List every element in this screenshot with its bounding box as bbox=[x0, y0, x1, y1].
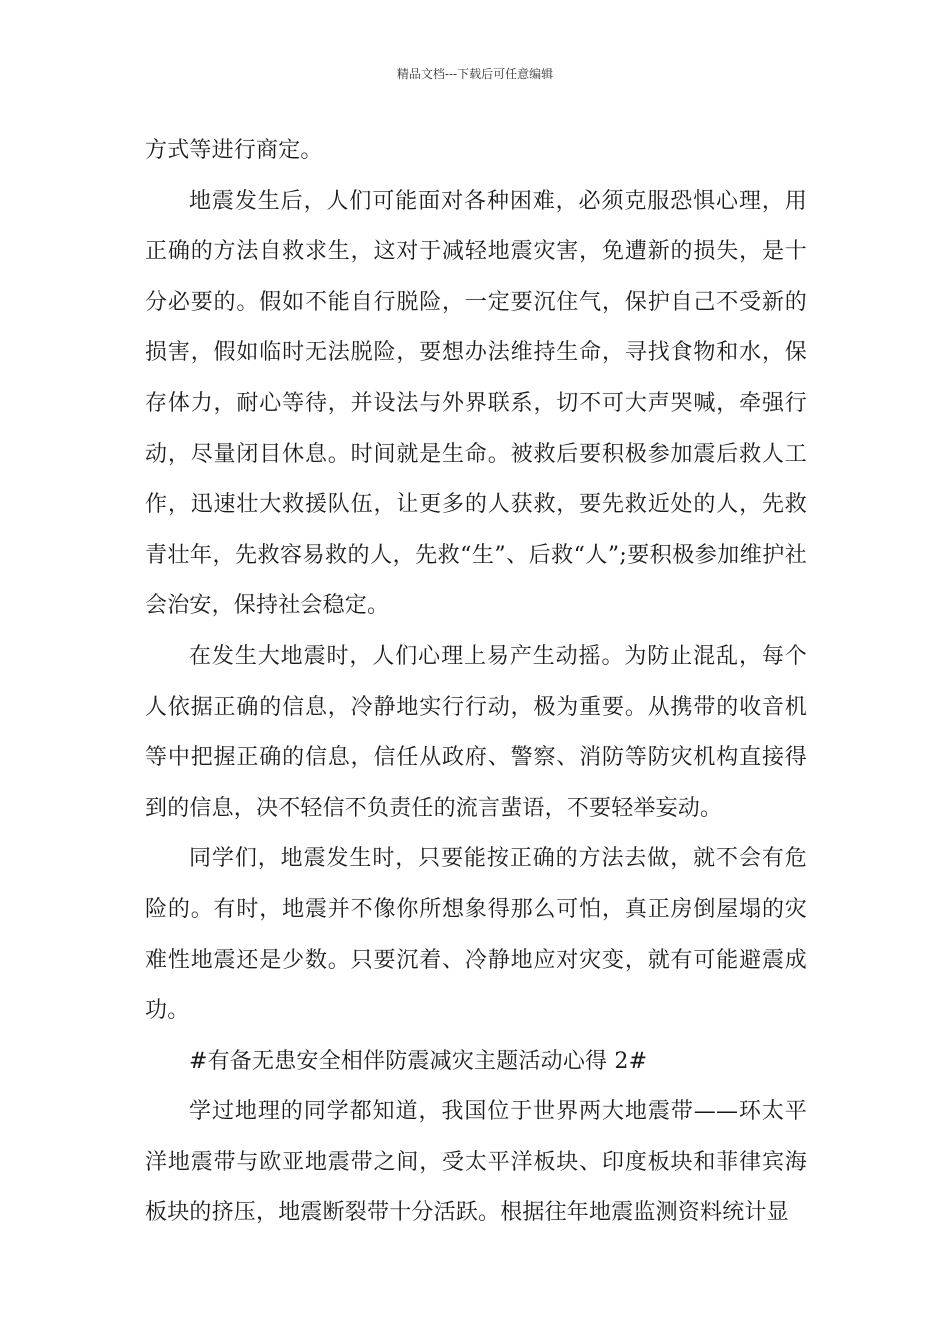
document-body bbox=[145, 126, 807, 1239]
section-heading: #有备无患安全相伴防震减灾主题活动心得 2# bbox=[189, 1048, 648, 1074]
page-header: 精品文档---下载后可任意编辑 bbox=[396, 67, 554, 81]
paragraph-correct-information: 在发生大地震时，人们心理上易产生动摇。为防止混乱，每个人依据正确的信息，冷静地实行行动，极为重要。从携带的收音机等中把握正确的信息，信任从政府、警察、消防等防灾机构直接得到的信息，决不轻信不负责任的流言蜚语，不要轻举妄动。 bbox=[145, 643, 807, 821]
paragraph-students-advice: 同学们，地震发生时，只要能按正确的方法去做，就不会有危险的。有时，地震并不像你所想象得那么可怕，真正房倒屋塌的灾难性地震还是少数。只要沉着、冷静地应对灾变，就有可能避震成功。 bbox=[145, 846, 807, 1024]
paragraph-continuation: 方式等进行商定。 bbox=[145, 138, 323, 163]
paragraph-seismic-belts: 学过地理的同学都知道，我国位于世界两大地震带——环太平洋地震带与欧亚地震带之间，受太平洋板块、印度板块和菲律宾海板块的挤压，地震断裂带十分活跃。根据往年地震监测资料统计显 bbox=[145, 1099, 807, 1226]
paragraph-self-rescue: 地震发生后，人们可能面对各种困难，必须克服恐惧心理，用正确的方法自救求生，这对于减轻地震灾害，免遭新的损失，是十分必要的。假如不能自行脱险，一定要沉住气，保护自己不受新的损害，假如临时无法脱险，要想办法维持生命，寻找食物和水，保存体力，耐心等待，并设法与外界联系，切不可大声哭喊，牵强行动，尽量闭目休息。时间就是生命。被救后要积极参加震后救人工作，迅速壮大救援队伍，让更多的人获救，要先救近处的人，先救青壮年，先救容易救的人，先救“生”、后救“人”;要积极参加维护社会治安，保持社会稳定。 bbox=[145, 188, 807, 619]
